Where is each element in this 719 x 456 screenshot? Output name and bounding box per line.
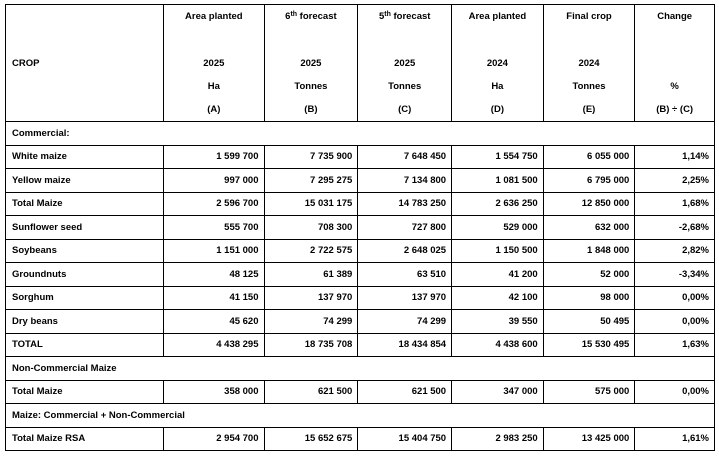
table-body (6, 122, 715, 451)
value-cell: 2,25% (635, 169, 715, 193)
table-row (6, 239, 715, 263)
crop-estimates-table (5, 4, 715, 451)
table-row (6, 192, 715, 216)
value-cell: 621 500 (264, 380, 358, 404)
value-cell: 98 000 (543, 286, 635, 310)
value-cell: 1,68% (635, 192, 715, 216)
value-cell: 555 700 (164, 216, 264, 240)
value-cell: 1,14% (635, 145, 715, 169)
value-cell: 15 404 750 (358, 427, 452, 451)
value-cell: 2 636 250 (452, 192, 544, 216)
value-cell: 632 000 (543, 216, 635, 240)
value-cell: 42 100 (452, 286, 544, 310)
value-cell: 2 954 700 (164, 427, 264, 451)
value-cell: 997 000 (164, 169, 264, 193)
value-cell: 575 000 (543, 380, 635, 404)
value-cell: 2 648 025 (358, 239, 452, 263)
value-cell: 1 599 700 (164, 145, 264, 169)
table-row (6, 380, 715, 404)
value-cell: 708 300 (264, 216, 358, 240)
table-row (6, 333, 715, 357)
header-area-planted-2024: Area planted 2024 Ha (D) (452, 5, 544, 122)
value-cell: 7 648 450 (358, 145, 452, 169)
crop-name-cell: Sorghum (6, 286, 164, 310)
value-cell: 50 495 (543, 310, 635, 334)
crop-name-cell: Sunflower seed (6, 216, 164, 240)
value-cell: 727 800 (358, 216, 452, 240)
section-label: Maize: Commercial + Non-Commercial (6, 404, 715, 428)
section-label: Non-Commercial Maize (6, 357, 715, 381)
value-cell: 1 150 500 (452, 239, 544, 263)
value-cell: 18 434 854 (358, 333, 452, 357)
header-6th-forecast: 6th forecast 2025 Tonnes (B) (264, 5, 358, 122)
value-cell: 63 510 (358, 263, 452, 287)
crop-name-cell: Total Maize (6, 380, 164, 404)
value-cell: -3,34% (635, 263, 715, 287)
value-cell: 48 125 (164, 263, 264, 287)
crop-name-cell: White maize (6, 145, 164, 169)
value-cell: 137 970 (264, 286, 358, 310)
value-cell: 1,63% (635, 333, 715, 357)
value-cell: 7 295 275 (264, 169, 358, 193)
value-cell: 1 081 500 (452, 169, 544, 193)
table-row (6, 286, 715, 310)
value-cell: 74 299 (264, 310, 358, 334)
value-cell: 347 000 (452, 380, 544, 404)
header-area-planted-2025: Area planted 2025 Ha (A) (164, 5, 264, 122)
header-change: Change % (B) ÷ (C) (635, 5, 715, 122)
value-cell: 14 783 250 (358, 192, 452, 216)
crop-name-cell: Groundnuts (6, 263, 164, 287)
table-row (6, 169, 715, 193)
value-cell: 7 134 800 (358, 169, 452, 193)
crop-name-cell: Total Maize (6, 192, 164, 216)
crop-name-cell: Dry beans (6, 310, 164, 334)
section-header-row (6, 357, 715, 381)
value-cell: 0,00% (635, 380, 715, 404)
value-cell: 0,00% (635, 286, 715, 310)
table-row (6, 145, 715, 169)
value-cell: 4 438 600 (452, 333, 544, 357)
value-cell: 41 200 (452, 263, 544, 287)
crop-name-cell: TOTAL (6, 333, 164, 357)
value-cell: 18 735 708 (264, 333, 358, 357)
value-cell: 0,00% (635, 310, 715, 334)
value-cell: 2 722 575 (264, 239, 358, 263)
value-cell: 1 848 000 (543, 239, 635, 263)
value-cell: 45 620 (164, 310, 264, 334)
value-cell: 6 795 000 (543, 169, 635, 193)
value-cell: 358 000 (164, 380, 264, 404)
value-cell: 137 970 (358, 286, 452, 310)
value-cell: 41 150 (164, 286, 264, 310)
value-cell: 1 151 000 (164, 239, 264, 263)
header-5th-forecast: 5th forecast 2025 Tonnes (C) (358, 5, 452, 122)
section-header-row (6, 404, 715, 428)
value-cell: 621 500 (358, 380, 452, 404)
table-row (6, 263, 715, 287)
value-cell: 15 031 175 (264, 192, 358, 216)
value-cell: 2,82% (635, 239, 715, 263)
value-cell: 4 438 295 (164, 333, 264, 357)
section-header-row (6, 122, 715, 146)
value-cell: 74 299 (358, 310, 452, 334)
value-cell: 6 055 000 (543, 145, 635, 169)
value-cell: 1,61% (635, 427, 715, 451)
value-cell: 15 652 675 (264, 427, 358, 451)
value-cell: 2 596 700 (164, 192, 264, 216)
value-cell: 52 000 (543, 263, 635, 287)
value-cell: 529 000 (452, 216, 544, 240)
table-row (6, 310, 715, 334)
value-cell: 61 389 (264, 263, 358, 287)
table-row (6, 216, 715, 240)
value-cell: 7 735 900 (264, 145, 358, 169)
value-cell: 13 425 000 (543, 427, 635, 451)
value-cell: 12 850 000 (543, 192, 635, 216)
value-cell: 2 983 250 (452, 427, 544, 451)
header-crop: CROP (6, 5, 164, 122)
section-label: Commercial: (6, 122, 715, 146)
header-final-crop: Final crop 2024 Tonnes (E) (543, 5, 635, 122)
value-cell: 1 554 750 (452, 145, 544, 169)
crop-name-cell: Total Maize RSA (6, 427, 164, 451)
header-row (6, 5, 715, 122)
value-cell: -2,68% (635, 216, 715, 240)
crop-name-cell: Soybeans (6, 239, 164, 263)
value-cell: 39 550 (452, 310, 544, 334)
value-cell: 15 530 495 (543, 333, 635, 357)
table-row (6, 427, 715, 451)
crop-name-cell: Yellow maize (6, 169, 164, 193)
